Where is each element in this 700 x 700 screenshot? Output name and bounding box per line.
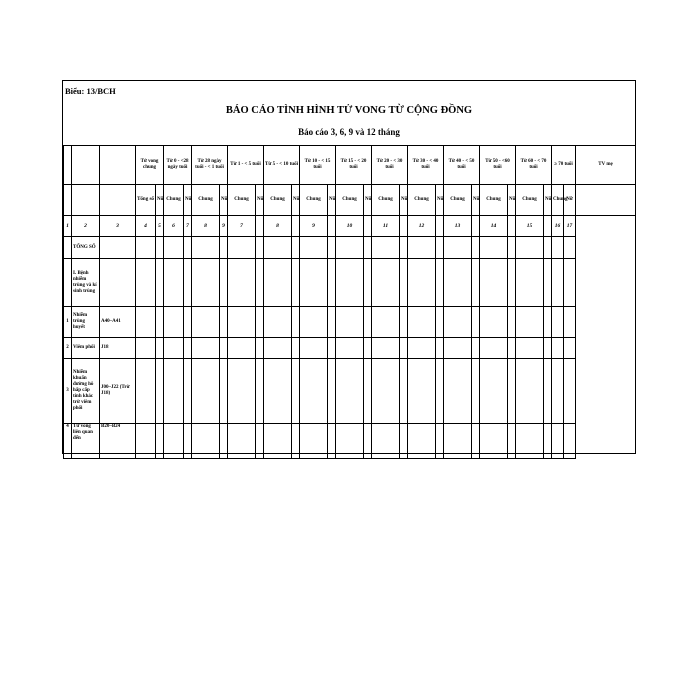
data-cell bbox=[184, 307, 192, 338]
data-cell bbox=[444, 307, 472, 338]
data-cell bbox=[136, 359, 156, 424]
table-row bbox=[64, 424, 636, 459]
header-female: Nữ bbox=[400, 185, 408, 216]
data-cell bbox=[136, 338, 156, 359]
data-cell bbox=[228, 307, 256, 338]
form-code: Biểu: 13/BCH bbox=[65, 86, 116, 96]
data-cell bbox=[300, 338, 328, 359]
table-row bbox=[64, 237, 636, 259]
data-cell bbox=[544, 307, 552, 338]
column-number: 15 bbox=[516, 216, 544, 237]
column-number: 3 bbox=[100, 216, 136, 237]
column-number: 6 bbox=[164, 216, 184, 237]
data-cell bbox=[292, 338, 300, 359]
header-blank-cell bbox=[72, 185, 100, 216]
data-cell bbox=[364, 307, 372, 338]
data-cell bbox=[336, 424, 364, 459]
data-cell bbox=[408, 259, 436, 307]
data-cell bbox=[552, 424, 564, 459]
data-cell bbox=[164, 307, 184, 338]
data-cell bbox=[372, 259, 400, 307]
data-cell bbox=[292, 307, 300, 338]
data-cell bbox=[480, 359, 508, 424]
column-number: 12 bbox=[408, 216, 436, 237]
data-cell bbox=[220, 338, 228, 359]
column-number: 9 bbox=[300, 216, 328, 237]
data-cell bbox=[544, 359, 552, 424]
data-cell bbox=[164, 359, 184, 424]
data-cell bbox=[472, 338, 480, 359]
data-cell bbox=[192, 307, 220, 338]
data-cell bbox=[436, 338, 444, 359]
data-cell bbox=[372, 424, 400, 459]
data-cell bbox=[328, 359, 336, 424]
data-cell bbox=[364, 359, 372, 424]
header-general: Chung bbox=[516, 185, 544, 216]
data-cell bbox=[336, 307, 364, 338]
column-number bbox=[436, 216, 444, 237]
header-age-group: Từ 50 - <60 tuổi bbox=[480, 146, 516, 185]
column-number: 11 bbox=[372, 216, 400, 237]
column-number bbox=[508, 216, 516, 237]
data-cell bbox=[408, 424, 436, 459]
table-row bbox=[64, 338, 636, 359]
column-number: 14 bbox=[480, 216, 508, 237]
row-icd-code: B20–B24 bbox=[100, 424, 136, 459]
column-number: 8 bbox=[192, 216, 220, 237]
header-total: Tổng số bbox=[136, 185, 156, 216]
data-cell bbox=[408, 338, 436, 359]
header-female: Nữ bbox=[472, 185, 480, 216]
data-cell bbox=[256, 307, 264, 338]
table-row bbox=[64, 359, 636, 424]
data-cell bbox=[220, 307, 228, 338]
report-subtitle: Báo cáo 3, 6, 9 và 12 tháng bbox=[298, 127, 400, 137]
header-female: Nữ bbox=[544, 185, 552, 216]
data-cell bbox=[136, 237, 156, 259]
data-cell bbox=[436, 424, 444, 459]
data-cell bbox=[408, 307, 436, 338]
data-cell bbox=[364, 424, 372, 459]
data-cell bbox=[564, 424, 576, 459]
header-general: Chung bbox=[372, 185, 400, 216]
data-cell bbox=[372, 237, 400, 259]
data-cell bbox=[300, 307, 328, 338]
header-age-group: Từ 30 - < 40 tuổi bbox=[408, 146, 444, 185]
data-cell bbox=[480, 259, 508, 307]
column-number bbox=[256, 216, 264, 237]
header-female: Nữ bbox=[564, 185, 576, 216]
data-cell bbox=[220, 237, 228, 259]
header-general: Chung bbox=[336, 185, 364, 216]
column-number: 10 bbox=[336, 216, 364, 237]
data-cell bbox=[264, 338, 292, 359]
row-index: 1 bbox=[64, 307, 72, 338]
data-cell bbox=[192, 237, 220, 259]
data-cell bbox=[480, 338, 508, 359]
header-general: Chung bbox=[552, 185, 564, 216]
data-cell bbox=[156, 338, 164, 359]
data-cell bbox=[472, 237, 480, 259]
data-cell bbox=[336, 237, 364, 259]
row-icd-code: J00–J22 (Trừ J18) bbox=[100, 359, 136, 424]
data-cell bbox=[220, 259, 228, 307]
data-cell bbox=[136, 307, 156, 338]
data-cell bbox=[372, 338, 400, 359]
row-index bbox=[64, 259, 72, 307]
data-cell bbox=[516, 237, 544, 259]
table-row bbox=[64, 307, 636, 338]
header-general: Chung bbox=[444, 185, 472, 216]
data-cell bbox=[228, 338, 256, 359]
column-number bbox=[544, 216, 552, 237]
header-female: Nữ bbox=[508, 185, 516, 216]
header-age-group: Từ 20 - < 30 tuổi bbox=[372, 146, 408, 185]
data-cell bbox=[156, 424, 164, 459]
header-row-numbers bbox=[64, 216, 636, 237]
row-index: 4 bbox=[64, 424, 72, 459]
header-age-group: Từ 60 - < 70 tuổi bbox=[516, 146, 552, 185]
data-cell bbox=[508, 424, 516, 459]
data-cell bbox=[264, 424, 292, 459]
table-row bbox=[64, 259, 636, 307]
data-cell bbox=[544, 259, 552, 307]
data-cell bbox=[256, 259, 264, 307]
row-index bbox=[64, 237, 72, 259]
data-cell bbox=[156, 307, 164, 338]
header-blank-cell bbox=[576, 185, 636, 216]
data-cell bbox=[136, 259, 156, 307]
data-cell bbox=[292, 424, 300, 459]
data-cell bbox=[256, 338, 264, 359]
row-label: Nhiễm trùng huyết bbox=[72, 307, 100, 338]
data-cell bbox=[264, 359, 292, 424]
column-number bbox=[400, 216, 408, 237]
data-cell bbox=[408, 359, 436, 424]
header-row-groups bbox=[64, 146, 636, 185]
header-female: Nữ bbox=[364, 185, 372, 216]
data-cell bbox=[444, 259, 472, 307]
row-label: Viêm phổi bbox=[72, 338, 100, 359]
data-cell bbox=[256, 237, 264, 259]
data-cell bbox=[292, 237, 300, 259]
data-cell bbox=[336, 338, 364, 359]
column-number: 5 bbox=[156, 216, 164, 237]
row-label: I. Bệnh nhiễm trùng và kí sinh trùng bbox=[72, 259, 100, 307]
data-cell bbox=[184, 424, 192, 459]
header-general: Chung bbox=[192, 185, 220, 216]
column-number: 9 bbox=[220, 216, 228, 237]
data-cell bbox=[292, 359, 300, 424]
data-cell bbox=[508, 307, 516, 338]
data-cell bbox=[256, 424, 264, 459]
data-cell bbox=[264, 307, 292, 338]
data-cell bbox=[184, 338, 192, 359]
row-icd-code bbox=[100, 237, 136, 259]
data-cell bbox=[564, 359, 576, 424]
data-cell bbox=[364, 338, 372, 359]
data-cell bbox=[480, 424, 508, 459]
header-general: Chung bbox=[300, 185, 328, 216]
data-cell bbox=[436, 259, 444, 307]
row-index: 2 bbox=[64, 338, 72, 359]
column-number: 13 bbox=[444, 216, 472, 237]
data-cell bbox=[516, 359, 544, 424]
row-label: Nhiễm khuẩn đường hô hấp cấp tính khác trừ viêm phổi bbox=[72, 359, 100, 424]
data-cell bbox=[164, 259, 184, 307]
data-cell bbox=[184, 259, 192, 307]
data-cell bbox=[192, 359, 220, 424]
data-cell bbox=[372, 359, 400, 424]
data-cell bbox=[400, 259, 408, 307]
data-cell bbox=[508, 259, 516, 307]
header-maternal-death: TV mẹ bbox=[576, 146, 636, 185]
row-icd-code bbox=[100, 259, 136, 307]
data-cell bbox=[516, 259, 544, 307]
data-cell bbox=[156, 259, 164, 307]
data-cell bbox=[444, 424, 472, 459]
header-age-group: Từ 28 ngày tuổi - < 1 tuổi bbox=[192, 146, 228, 185]
data-cell bbox=[328, 237, 336, 259]
data-cell bbox=[336, 259, 364, 307]
data-cell bbox=[364, 259, 372, 307]
header-age-group: Từ 40 - < 50 tuổi bbox=[444, 146, 480, 185]
data-cell bbox=[436, 237, 444, 259]
header-blank-cell bbox=[100, 146, 136, 185]
data-cell bbox=[400, 307, 408, 338]
data-cell bbox=[552, 359, 564, 424]
column-number: 7 bbox=[228, 216, 256, 237]
data-cell bbox=[192, 259, 220, 307]
data-cell bbox=[544, 424, 552, 459]
data-cell bbox=[508, 338, 516, 359]
data-cell bbox=[192, 424, 220, 459]
header-row-sub bbox=[64, 185, 636, 216]
data-cell bbox=[508, 237, 516, 259]
data-cell bbox=[328, 338, 336, 359]
column-number bbox=[328, 216, 336, 237]
data-cell bbox=[184, 237, 192, 259]
data-cell bbox=[164, 338, 184, 359]
column-number: 8 bbox=[264, 216, 292, 237]
data-cell bbox=[220, 359, 228, 424]
header-age-group: Từ 0 - <28 ngày tuổi bbox=[164, 146, 192, 185]
data-cell bbox=[156, 359, 164, 424]
data-cell bbox=[264, 237, 292, 259]
data-cell bbox=[228, 359, 256, 424]
data-cell bbox=[156, 237, 164, 259]
data-cell bbox=[516, 307, 544, 338]
data-cell bbox=[300, 424, 328, 459]
data-cell bbox=[564, 237, 576, 259]
data-cell bbox=[544, 338, 552, 359]
header-blank-cell bbox=[72, 146, 100, 185]
data-cell bbox=[264, 259, 292, 307]
data-cell bbox=[544, 237, 552, 259]
header-age-group: Tử vong chung bbox=[136, 146, 164, 185]
header-general: Chung bbox=[228, 185, 256, 216]
data-cell bbox=[564, 307, 576, 338]
data-cell bbox=[220, 424, 228, 459]
data-cell bbox=[480, 307, 508, 338]
row-icd-code: A40–A41 bbox=[100, 307, 136, 338]
data-cell bbox=[136, 424, 156, 459]
data-cell bbox=[564, 338, 576, 359]
header-female: Nữ bbox=[436, 185, 444, 216]
data-cell bbox=[564, 259, 576, 307]
header-blank-cell bbox=[64, 146, 72, 185]
column-number: 7 bbox=[184, 216, 192, 237]
data-cell bbox=[184, 359, 192, 424]
report-title: BÁO CÁO TÌNH HÌNH TỬ VONG TỪ CỘNG ĐỒNG bbox=[225, 105, 473, 116]
header-general: Chung bbox=[408, 185, 436, 216]
header-female: Nữ bbox=[156, 185, 164, 216]
data-cell bbox=[444, 359, 472, 424]
data-cell bbox=[300, 237, 328, 259]
data-cell bbox=[516, 338, 544, 359]
data-cell bbox=[400, 424, 408, 459]
header-age-group: ≥ 70 tuổi bbox=[552, 146, 576, 185]
header-general: Chung bbox=[264, 185, 292, 216]
data-cell bbox=[228, 237, 256, 259]
data-cell bbox=[400, 359, 408, 424]
header-age-group: Từ 1 - < 5 tuổi bbox=[228, 146, 264, 185]
header-general: Chung bbox=[480, 185, 508, 216]
header-blank-cell bbox=[64, 185, 72, 216]
data-cell bbox=[508, 359, 516, 424]
header-age-group: Từ 15 - < 20 tuổi bbox=[336, 146, 372, 185]
data-cell bbox=[164, 237, 184, 259]
data-cell bbox=[300, 259, 328, 307]
column-number bbox=[364, 216, 372, 237]
data-cell bbox=[472, 259, 480, 307]
data-cell bbox=[444, 338, 472, 359]
data-cell bbox=[436, 307, 444, 338]
column-number: 1 bbox=[64, 216, 72, 237]
data-cell bbox=[436, 359, 444, 424]
data-cell bbox=[228, 424, 256, 459]
column-number: 4 bbox=[136, 216, 156, 237]
data-cell bbox=[328, 259, 336, 307]
data-cell bbox=[328, 307, 336, 338]
data-cell bbox=[552, 237, 564, 259]
data-cell bbox=[400, 237, 408, 259]
column-number: 2 bbox=[72, 216, 100, 237]
column-number bbox=[472, 216, 480, 237]
report-sheet bbox=[62, 80, 636, 454]
header-female: Nữ bbox=[256, 185, 264, 216]
report-table bbox=[63, 145, 636, 459]
data-cell bbox=[552, 338, 564, 359]
header-female: Nữ bbox=[292, 185, 300, 216]
data-cell bbox=[364, 237, 372, 259]
header-blank-cell bbox=[100, 185, 136, 216]
column-number: 17 bbox=[564, 216, 576, 237]
data-cell bbox=[400, 338, 408, 359]
row-label: TỔNG SỐ bbox=[72, 237, 100, 259]
header-female: Nữ bbox=[328, 185, 336, 216]
column-number: 16 bbox=[552, 216, 564, 237]
data-cell bbox=[552, 259, 564, 307]
data-cell bbox=[408, 237, 436, 259]
data-cell bbox=[192, 338, 220, 359]
column-number bbox=[292, 216, 300, 237]
header-female: Nữ bbox=[184, 185, 192, 216]
data-cell bbox=[480, 237, 508, 259]
data-cell bbox=[292, 259, 300, 307]
data-cell bbox=[328, 424, 336, 459]
row-label: Tử vong liên quan đến bbox=[72, 424, 100, 459]
header-age-group: Từ 5 - < 10 tuổi bbox=[264, 146, 300, 185]
data-cell bbox=[256, 359, 264, 424]
data-cell bbox=[552, 307, 564, 338]
data-cell bbox=[444, 237, 472, 259]
row-index: 3 bbox=[64, 359, 72, 424]
data-cell bbox=[472, 359, 480, 424]
data-cell bbox=[472, 424, 480, 459]
data-cell bbox=[300, 359, 328, 424]
header-general: Chung bbox=[164, 185, 184, 216]
row-icd-code: J18 bbox=[100, 338, 136, 359]
data-cell bbox=[228, 259, 256, 307]
header-female: Nữ bbox=[220, 185, 228, 216]
data-cell bbox=[336, 359, 364, 424]
data-cell bbox=[472, 307, 480, 338]
data-cell bbox=[372, 307, 400, 338]
data-cell bbox=[164, 424, 184, 459]
header-age-group: Từ 10 - < 15 tuổi bbox=[300, 146, 336, 185]
data-cell bbox=[516, 424, 544, 459]
